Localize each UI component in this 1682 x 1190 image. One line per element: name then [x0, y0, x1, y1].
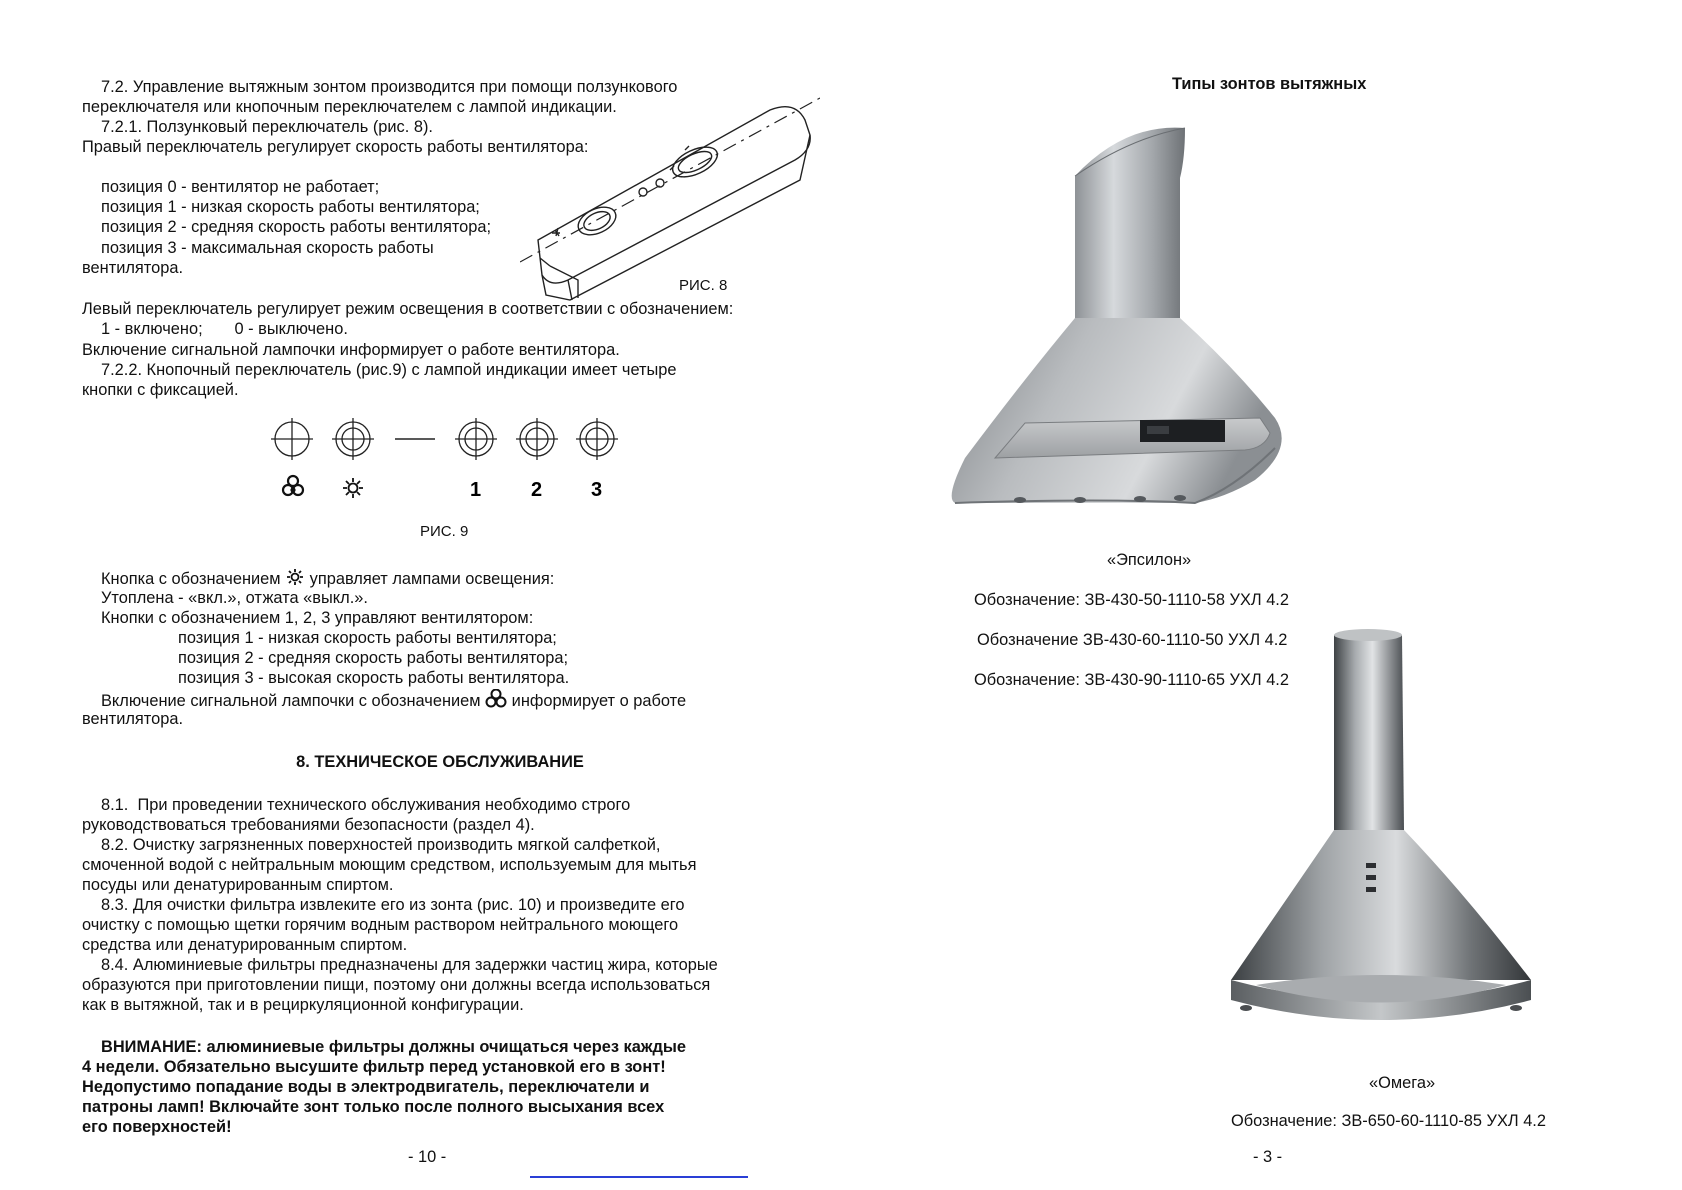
fig9-label-2: 2 — [531, 479, 543, 501]
button-fan-symbol-circle — [271, 418, 313, 460]
buttons-pos-2: позиция 2 - средняя скорость работы вентилятора; — [178, 649, 569, 667]
fan-icon — [283, 476, 303, 495]
page-number-left: - 10 - — [408, 1148, 447, 1166]
position-line-2: позиция 2 - средняя скорость работы вентилятора; — [101, 218, 492, 236]
buttons-pos-1: позиция 1 - низкая скорость работы вентилятора; — [178, 629, 557, 647]
epsilon-designation-2: Обозначение ЗВ-430-60-1110-50 УХЛ 4.2 — [977, 631, 1288, 649]
light-line-2: 1 - включено; 0 - выключено. — [101, 320, 348, 338]
button-1-circle — [455, 418, 497, 460]
buttons-line-3: Кнопки с обозначением 1, 2, 3 управляют вентилятором: — [101, 609, 534, 627]
buttons-line-1-text-b: управляет лампами освещения: — [305, 570, 555, 588]
buttons-line-1 — [101, 568, 554, 589]
light-bulb-icon — [285, 568, 305, 586]
maintenance-line-11: как в вытяжной, так и в рециркуляционной конфигурации. — [82, 996, 524, 1014]
fig9-label-3: 3 — [591, 479, 603, 501]
warning-line-4: патроны ламп! Включайте зонт только после полного высыхания всех — [82, 1098, 665, 1116]
maintenance-line-7: очистку с помощью щетки горячим водным раствором нейтрального моющего — [82, 916, 679, 934]
omega-designation: Обозначение: ЗВ-650-60-1110-85 УХЛ 4.2 — [1231, 1112, 1546, 1130]
page-number-right: - 3 - — [1253, 1148, 1283, 1166]
blue-underline-rule — [530, 1176, 748, 1178]
maintenance-line-2: руководствоваться требованиями безопасности (раздел 4). — [82, 816, 535, 834]
intro-line-3: 7.2.1. Ползунковый переключатель (рис. 8). — [101, 118, 433, 136]
light-line-5: кнопки с фиксацией. — [82, 381, 239, 399]
buttons-line-1-text-a: Кнопка с обозначением — [101, 570, 286, 588]
buttons-line-8: вентилятора. — [82, 710, 184, 728]
intro-line-2: переключателя или кнопочным переключателем с лампой индикации. — [82, 98, 617, 116]
fig9-push-button-switch — [260, 410, 640, 510]
maintenance-line-5: посуды или денатурированным спиртом. — [82, 876, 394, 894]
maintenance-line-3: 8.2. Очистку загрязненных поверхностей производить мягкой салфеткой, — [101, 836, 661, 854]
intro-line-4: Правый переключатель регулирует скорость работы вентилятора: — [82, 138, 589, 156]
button-light-symbol-circle — [332, 418, 374, 460]
position-line-0: позиция 0 - вентилятор не работает; — [101, 178, 380, 196]
buttons-pos-3: позиция 3 - высокая скорость работы вентилятора. — [178, 669, 570, 687]
button-3-circle — [576, 418, 618, 460]
right-page — [841, 0, 1682, 1190]
epsilon-hood-image — [935, 118, 1335, 518]
buttons-line-7-text-b: информирует о работе — [507, 692, 687, 710]
warning-line-1: ВНИМАНИЕ: алюминиевые фильтры должны очищаться через каждые — [101, 1038, 686, 1056]
fig8-caption: РИС. 8 — [679, 277, 728, 294]
light-line-1: Левый переключатель регулирует режим освещения в соответствии с обозначением: — [82, 300, 734, 318]
fig8-slider-switch-drawing — [520, 90, 820, 310]
fig9-label-1: 1 — [470, 479, 482, 501]
warning-line-3: Недопустимо попадание воды в электродвигатель, переключатели и — [82, 1078, 650, 1096]
fan-icon — [485, 689, 507, 709]
section-heading-maintenance: 8. ТЕХНИЧЕСКОЕ ОБСЛУЖИВАНИЕ — [296, 753, 584, 771]
maintenance-line-4: смоченной водой с нейтральным моющим средством, используемым для мытья — [82, 856, 697, 874]
intro-line-1: 7.2. Управление вытяжным зонтом производится при помощи ползункового — [101, 78, 678, 96]
omega-name: «Омега» — [1369, 1074, 1436, 1092]
maintenance-line-6: 8.3. Для очистки фильтра извлеките его из зонта (рис. 10) и произведите его — [101, 896, 685, 914]
maintenance-line-10: образуются при приготовлении пищи, поэтому они должны всегда использоваться — [82, 976, 711, 994]
maintenance-line-9: 8.4. Алюминиевые фильтры предназначены для задержки частиц жира, которые — [101, 956, 718, 974]
buttons-line-2: Утоплена - «вкл.», отжата «выкл.». — [101, 589, 368, 607]
position-line-3: позиция 3 - максимальная скорость работы — [101, 239, 434, 257]
maintenance-line-8: средства или денатурированным спиртом. — [82, 936, 408, 954]
position-line-4: вентилятора. — [82, 259, 184, 277]
warning-line-2: 4 недели. Обязательно высушите фильтр перед установкой его в зонт! — [82, 1058, 666, 1076]
maintenance-line-1: 8.1. При проведении технического обслуживания необходимо строго — [101, 796, 631, 814]
warning-line-5: его поверхностей! — [82, 1118, 232, 1136]
buttons-line-7 — [101, 689, 686, 711]
fig9-caption: РИС. 9 — [420, 523, 469, 540]
light-bulb-icon — [343, 478, 363, 498]
light-line-4: 7.2.2. Кнопочный переключатель (рис.9) с лампой индикации имеет четыре — [101, 361, 677, 379]
buttons-line-7-text-a: Включение сигнальной лампочки с обозначением — [101, 692, 486, 710]
hood-types-title: Типы зонтов вытяжных — [1172, 75, 1367, 93]
position-line-1: позиция 1 - низкая скорость работы вентилятора; — [101, 198, 480, 216]
button-2-circle — [516, 418, 558, 460]
omega-hood-image — [1226, 625, 1556, 1070]
light-line-3: Включение сигнальной лампочки информирует о работе вентилятора. — [82, 341, 620, 359]
epsilon-designation-3: Обозначение: ЗВ-430-90-1110-65 УХЛ 4.2 — [974, 671, 1289, 689]
epsilon-name: «Эпсилон» — [1107, 551, 1192, 569]
epsilon-designation-1: Обозначение: ЗВ-430-50-1110-58 УХЛ 4.2 — [974, 591, 1289, 609]
